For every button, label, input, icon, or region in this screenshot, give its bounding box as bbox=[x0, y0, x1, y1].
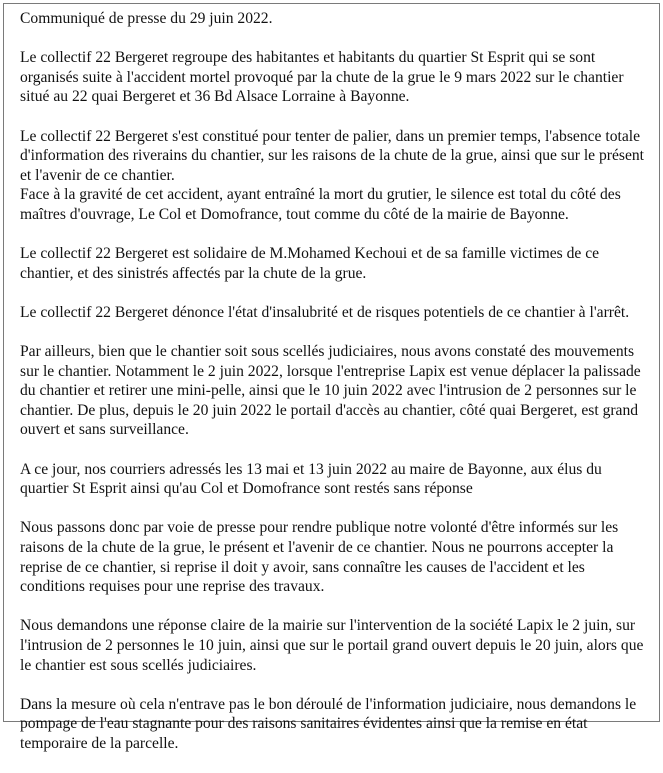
text-line: quartier St Esprit ainsi qu'au Col et Domofrance sont restés sans réponse bbox=[20, 480, 473, 498]
paragraph-constitution bbox=[20, 127, 663, 225]
text-line: l'intrusion de 2 personnes le 10 juin, ainsi que sur le portail grand ouvert depuis le 20 juin, alors que bbox=[20, 637, 644, 654]
paragraph-demands bbox=[20, 616, 663, 675]
document-title bbox=[20, 9, 663, 29]
text-line: raisons de la chute de la grue, le présent et l'avenir de ce chantier. Nous ne pourrons accepter la bbox=[20, 539, 614, 557]
text-line: organisés suite à l'accident mortel provoqué par la chute de la grue le 9 mars 2022 sur le chantier bbox=[20, 68, 624, 86]
text-line: Le collectif 22 Bergeret est solidaire de M.Mohamed Kechoui et de sa famille victimes de ce bbox=[20, 245, 600, 263]
text-line: reprise de ce chantier, si reprise il doit y avoir, sans connaître les causes de l'accident et les bbox=[20, 558, 585, 576]
text-line: du chantier et retirer une mini-pelle, ainsi que le 10 juin 2022 avec l'intrusion de 2 personnes sur le bbox=[20, 382, 637, 400]
text-line: temporaire de la parcelle. bbox=[20, 734, 179, 752]
text-line: situé au 22 quai Bergeret et 36 Bd Alsace Lorraine à Bayonne. bbox=[20, 88, 410, 106]
text-line: Nous demandons une réponse claire de la mairie sur l'intervention de la société Lapix le 2 juin, sur bbox=[20, 617, 636, 635]
paragraph-press bbox=[20, 518, 663, 596]
paragraph-solidarity bbox=[20, 244, 663, 283]
text-line: chantier, et des sinistrés affectés par la chute de la grue. bbox=[20, 264, 367, 282]
text-line: A ce jour, nos courriers adressés les 13 mai et 13 juin 2022 au maire de Bayonne, aux élus du bbox=[20, 460, 602, 478]
text-line: Le collectif 22 Bergeret regroupe des habitantes et habitants du quartier St Esprit qui se sont bbox=[20, 49, 596, 67]
text-line: ouvert et sans surveillance. bbox=[20, 421, 189, 439]
text-line: sur le chantier. Notamment le 2 juin 2022, lorsque l'entreprise Lapix est venue déplacer la palissade bbox=[20, 362, 641, 380]
title-line: Communiqué de presse du 29 juin 2022. bbox=[20, 10, 273, 27]
text-line: chantier. De plus, depuis le 20 juin 2022 le portail d'accès au chantier, côté quai Bergeret, est grand bbox=[20, 401, 639, 419]
text-line: Dans la mesure où cela n'entrave pas le bon déroulé de l'information judiciaire, nous demandons le bbox=[20, 695, 637, 713]
press-release bbox=[20, 9, 663, 773]
text-line: Nous passons donc par voie de presse pour rendre publique notre volonté d'être informés sur les bbox=[20, 519, 619, 537]
text-line: Par ailleurs, bien que le chantier soit sous scellés judiciaires, nous avons constaté des mouvements bbox=[20, 343, 635, 361]
paragraph-sanitation bbox=[20, 695, 663, 754]
text-line: Le collectif 22 Bergeret s'est constitué pour tenter de palier, dans un premier temps, l'absence totale bbox=[20, 127, 641, 145]
text-line: Le collectif 22 Bergeret dénonce l'état d'insalubrité et de risques potentiels de ce chantier à l'arrêt. bbox=[20, 303, 630, 321]
text-line: d'information des riverains du chantier, sur les raisons de la chute de la grue, ainsi que sur le présent bbox=[20, 147, 645, 165]
paragraph-denunciation bbox=[20, 303, 663, 323]
paragraph-collectif-intro bbox=[20, 48, 663, 107]
text-line: et l'avenir de ce chantier. bbox=[20, 166, 175, 184]
text-line: le chantier est sous scellés judiciaires. bbox=[20, 656, 257, 674]
text-line: maîtres d'ouvrage, Le Col et Domofrance, tout comme du côté de la mairie de Bayonne. bbox=[20, 205, 569, 223]
text-line: Face à la gravité de cet accident, ayant entraîné la mort du grutier, le silence est total du côté des bbox=[20, 186, 621, 204]
paragraph-letters bbox=[20, 460, 663, 499]
text-line: pompage de l'eau stagnante pour des raisons sanitaires évidentes ainsi que la remise en état bbox=[20, 715, 588, 733]
paragraph-movements bbox=[20, 342, 663, 440]
text-line: conditions requises pour une reprise des travaux. bbox=[20, 578, 325, 596]
